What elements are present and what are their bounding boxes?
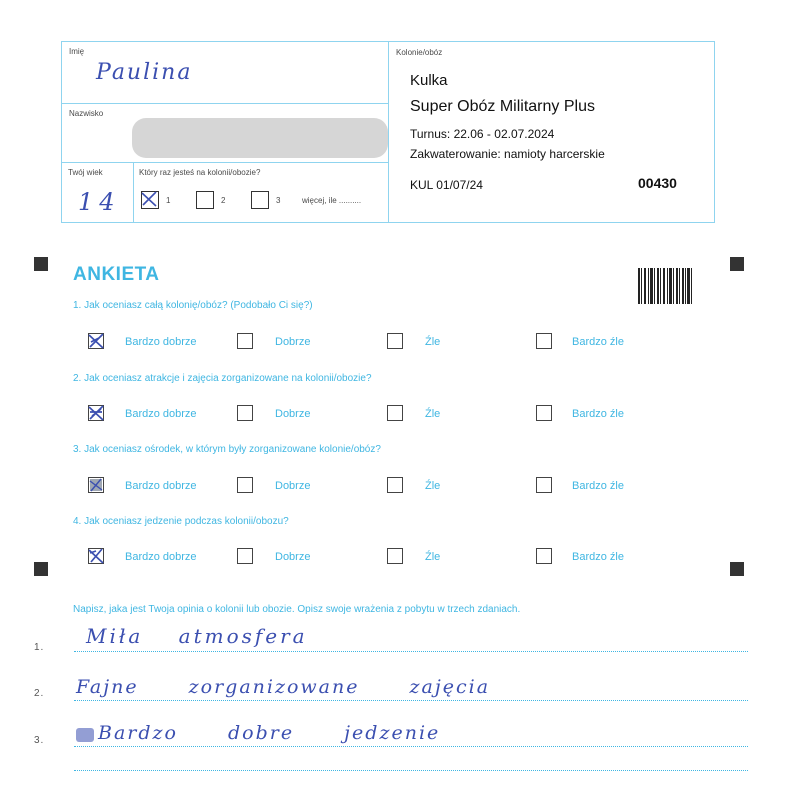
- q3-option-1-label: Bardzo dobrze: [125, 480, 197, 492]
- q2-option-3-label: Źle: [425, 408, 441, 420]
- q3-option-3-checkbox[interactable]: [387, 477, 403, 493]
- q1-option-2-checkbox[interactable]: [237, 333, 253, 349]
- registration-marker-mid-left: [34, 562, 48, 576]
- q2-option-4-checkbox[interactable]: [536, 405, 552, 421]
- opinion-line-3-number: 3.: [34, 735, 45, 746]
- question-4-text: 4. Jak oceniasz jedzenie podczas kolonii/obozu?: [73, 516, 289, 527]
- scribble-icon: [76, 728, 94, 742]
- q4-option-1-checkbox[interactable]: [88, 548, 104, 564]
- q4-option-4-checkbox[interactable]: [536, 548, 552, 564]
- header-divider-age: [133, 162, 134, 223]
- q1-option-2-label: Dobrze: [275, 336, 311, 348]
- q3-option-1-checkbox[interactable]: [88, 477, 104, 493]
- q3-option-4-label: Bardzo źle: [572, 480, 624, 492]
- kolonie-label: Kolonie/obóz: [396, 48, 443, 57]
- question-3-text: 3. Jak oceniasz ośrodek, w którym były zorganizowane kolonie/obóz?: [73, 444, 381, 455]
- opinion-line-1-number: 1.: [34, 642, 45, 653]
- opinion-line-2-number: 2.: [34, 688, 45, 699]
- opinion-prompt: Napisz, jaka jest Twoja opinia o kolonii lub obozie. Opisz swoje wrażenia z pobytu w trzech zdaniach.: [73, 604, 521, 615]
- q2-option-2-checkbox[interactable]: [237, 405, 253, 421]
- wiek-value[interactable]: 14: [78, 188, 121, 216]
- checkmark-icon: [87, 332, 105, 350]
- zakwaterowanie: Zakwaterowanie: namioty harcerskie: [410, 147, 605, 161]
- wiek-label: Twój wiek: [68, 168, 103, 177]
- q2-option-2-label: Dobrze: [275, 408, 311, 420]
- registration-marker-top-right: [730, 257, 744, 271]
- checkmark-icon: [87, 476, 105, 494]
- ktory-raz-label: Który raz jesteś na kolonii/obozie?: [139, 168, 261, 177]
- q4-option-3-label: Źle: [425, 551, 441, 563]
- camp-code: KUL 01/07/24: [410, 178, 483, 192]
- form-number: 00430: [638, 175, 677, 191]
- barcode-icon: [638, 268, 692, 304]
- ktory-raz-label-2: 2: [221, 196, 226, 205]
- q4-option-3-checkbox[interactable]: [387, 548, 403, 564]
- registration-marker-mid-right: [730, 562, 744, 576]
- q4-option-2-label: Dobrze: [275, 551, 311, 563]
- ktory-raz-checkbox-2[interactable]: [196, 191, 214, 209]
- q2-option-4-label: Bardzo źle: [572, 408, 624, 420]
- turnus: Turnus: 22.06 - 02.07.2024: [410, 127, 555, 141]
- checkmark-icon: [87, 547, 105, 565]
- q1-option-1-checkbox[interactable]: [88, 333, 104, 349]
- q3-option-2-checkbox[interactable]: [237, 477, 253, 493]
- q2-option-3-checkbox[interactable]: [387, 405, 403, 421]
- q4-option-2-checkbox[interactable]: [237, 548, 253, 564]
- q4-option-4-label: Bardzo źle: [572, 551, 624, 563]
- q1-option-4-label: Bardzo źle: [572, 336, 624, 348]
- camp-name: Kulka: [410, 72, 448, 89]
- q1-option-4-checkbox[interactable]: [536, 333, 552, 349]
- camp-title: Super Obóz Militarny Plus: [410, 98, 595, 115]
- q1-option-1-label: Bardzo dobrze: [125, 336, 197, 348]
- opinion-line-1-text[interactable]: Miła atmosfera: [86, 624, 308, 648]
- nazwisko-label: Nazwisko: [69, 109, 104, 118]
- header-divider-vertical: [388, 41, 389, 223]
- q3-option-3-label: Źle: [425, 480, 441, 492]
- nazwisko-redacted: [132, 118, 388, 158]
- opinion-line-2-text[interactable]: Fajne zorganizowane zajęcia: [76, 676, 491, 698]
- imie-label: Imię: [69, 47, 85, 56]
- opinion-line-3-text[interactable]: Bardzo dobre jedzenie: [98, 722, 441, 744]
- ktory-raz-checkbox-3[interactable]: [251, 191, 269, 209]
- header-divider-1: [61, 103, 388, 104]
- q1-option-3-label: Źle: [425, 336, 441, 348]
- opinion-line-2-dotted: [74, 700, 748, 701]
- q3-option-4-checkbox[interactable]: [536, 477, 552, 493]
- ktory-raz-checkbox-1[interactable]: [141, 191, 159, 209]
- registration-marker-top-left: [34, 257, 48, 271]
- checkmark-icon: [140, 190, 158, 208]
- q2-option-1-label: Bardzo dobrze: [125, 408, 197, 420]
- ktory-raz-label-1: 1: [166, 196, 171, 205]
- header-divider-2: [61, 162, 388, 163]
- ktory-raz-label-3: 3: [276, 196, 281, 205]
- checkmark-icon: [87, 404, 105, 422]
- q1-option-3-checkbox[interactable]: [387, 333, 403, 349]
- survey-title: ANKIETA: [73, 264, 160, 285]
- opinion-line-4-dotted: [74, 770, 748, 771]
- wiecej-label[interactable]: więcej, ile ..........: [302, 196, 362, 205]
- q2-option-1-checkbox[interactable]: [88, 405, 104, 421]
- q3-option-2-label: Dobrze: [275, 480, 311, 492]
- imie-value[interactable]: Paulina: [96, 60, 193, 85]
- opinion-line-3-dotted: [74, 746, 748, 747]
- opinion-line-1-dotted: [74, 651, 748, 652]
- q4-option-1-label: Bardzo dobrze: [125, 551, 197, 563]
- question-1-text: 1. Jak oceniasz całą kolonię/obóz? (Podobało Ci się?): [73, 300, 313, 311]
- question-2-text: 2. Jak oceniasz atrakcje i zajęcia zorganizowane na kolonii/obozie?: [73, 373, 372, 384]
